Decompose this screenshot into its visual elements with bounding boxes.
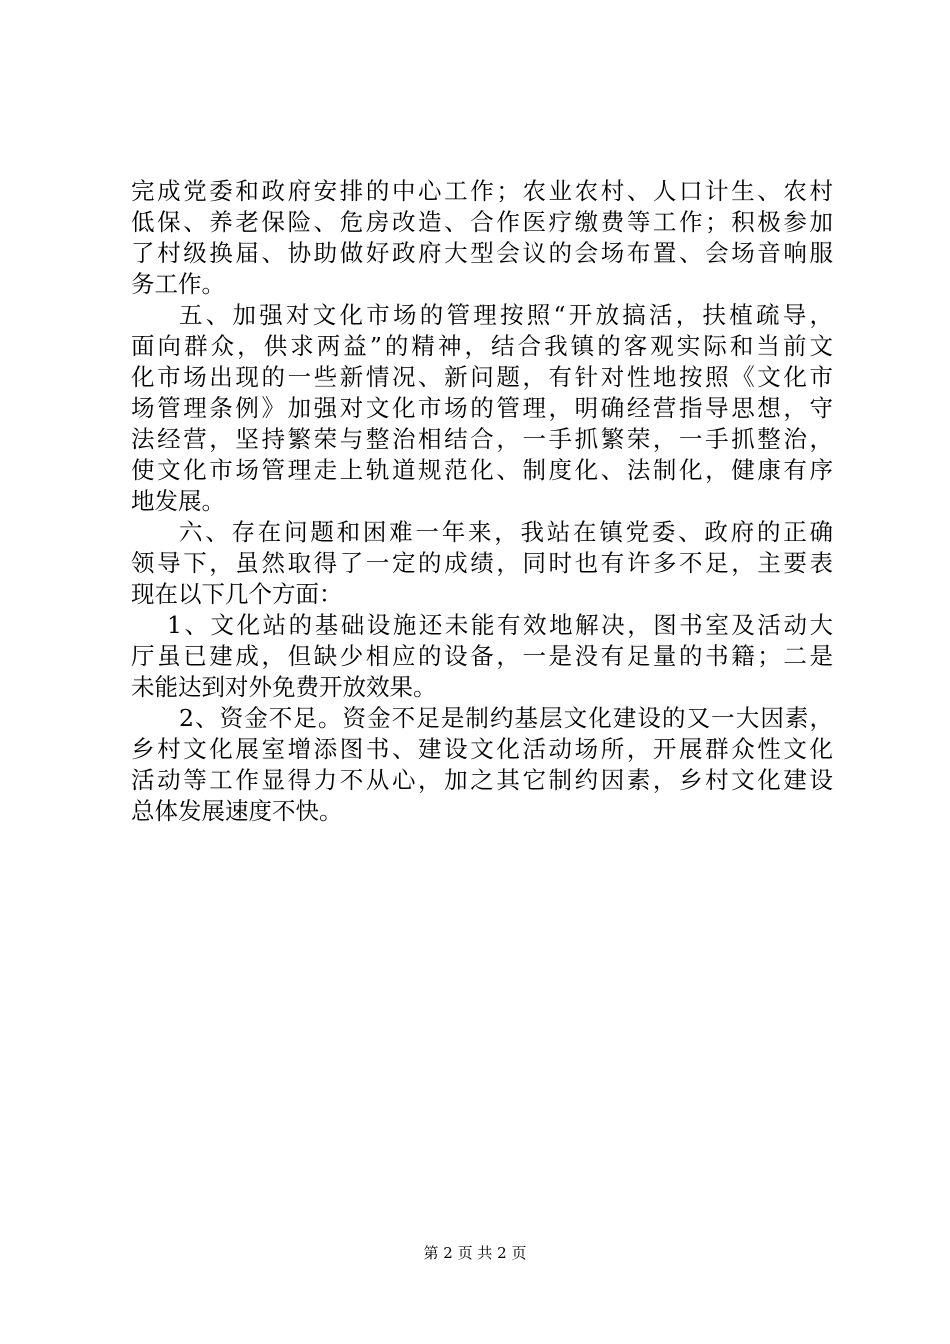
text-line: 了村级换届、协助做好政府大型会议的会场布置、会场音响服 xyxy=(131,239,833,267)
text-line: 务工作。 xyxy=(131,270,225,298)
text-line: 未能达到对外免费开放效果。 xyxy=(131,673,437,701)
text-line: 六、存在问题和困难一年来，我站在镇党委、政府的正确 xyxy=(179,518,833,546)
text-line: 场管理条例》加强对文化市场的管理，明确经营指导思想，守 xyxy=(131,394,833,422)
text-line: 1、文化站的基础设施还未能有效地解决，图书室及活动大 xyxy=(167,611,833,639)
document-body xyxy=(131,176,833,827)
text-line: 现在以下几个方面： xyxy=(131,580,343,608)
text-line: 五、加强对文化市场的管理按照“开放搞活，扶植疏导， xyxy=(179,301,833,329)
text-line: 使文化市场管理走上轨道规范化、制度化、法制化，健康有序 xyxy=(131,456,833,484)
text-line: 低保、养老保险、危房改造、合作医疗缴费等工作；积极参加 xyxy=(131,208,833,236)
page-footer: 第 2 页 共 2 页 xyxy=(423,1244,527,1262)
text-line: 面向群众，供求两益”的精神，结合我镇的客观实际和当前文 xyxy=(131,332,833,360)
text-line: 化市场出现的一些新情况、新问题，有针对性地按照《文化市 xyxy=(131,363,833,391)
text-line: 领导下，虽然取得了一定的成绩，同时也有许多不足，主要表 xyxy=(131,549,833,577)
text-line: 活动等工作显得力不从心，加之其它制约因素，乡村文化建设 xyxy=(131,766,833,794)
text-line: 乡村文化展室增添图书、建设文化活动场所，开展群众性文化 xyxy=(131,735,833,763)
text-line: 总体发展速度不快。 xyxy=(131,797,343,825)
text-line: 2、资金不足。资金不足是制约基层文化建设的又一大因素， xyxy=(179,704,833,732)
text-line: 地发展。 xyxy=(131,487,225,515)
text-line: 法经营，坚持繁荣与整治相结合，一手抓繁荣，一手抓整治， xyxy=(131,425,833,453)
text-line: 完成党委和政府安排的中心工作；农业农村、人口计生、农村 xyxy=(131,177,833,205)
text-line: 厅虽已建成，但缺少相应的设备，一是没有足量的书籍；二是 xyxy=(131,642,833,670)
